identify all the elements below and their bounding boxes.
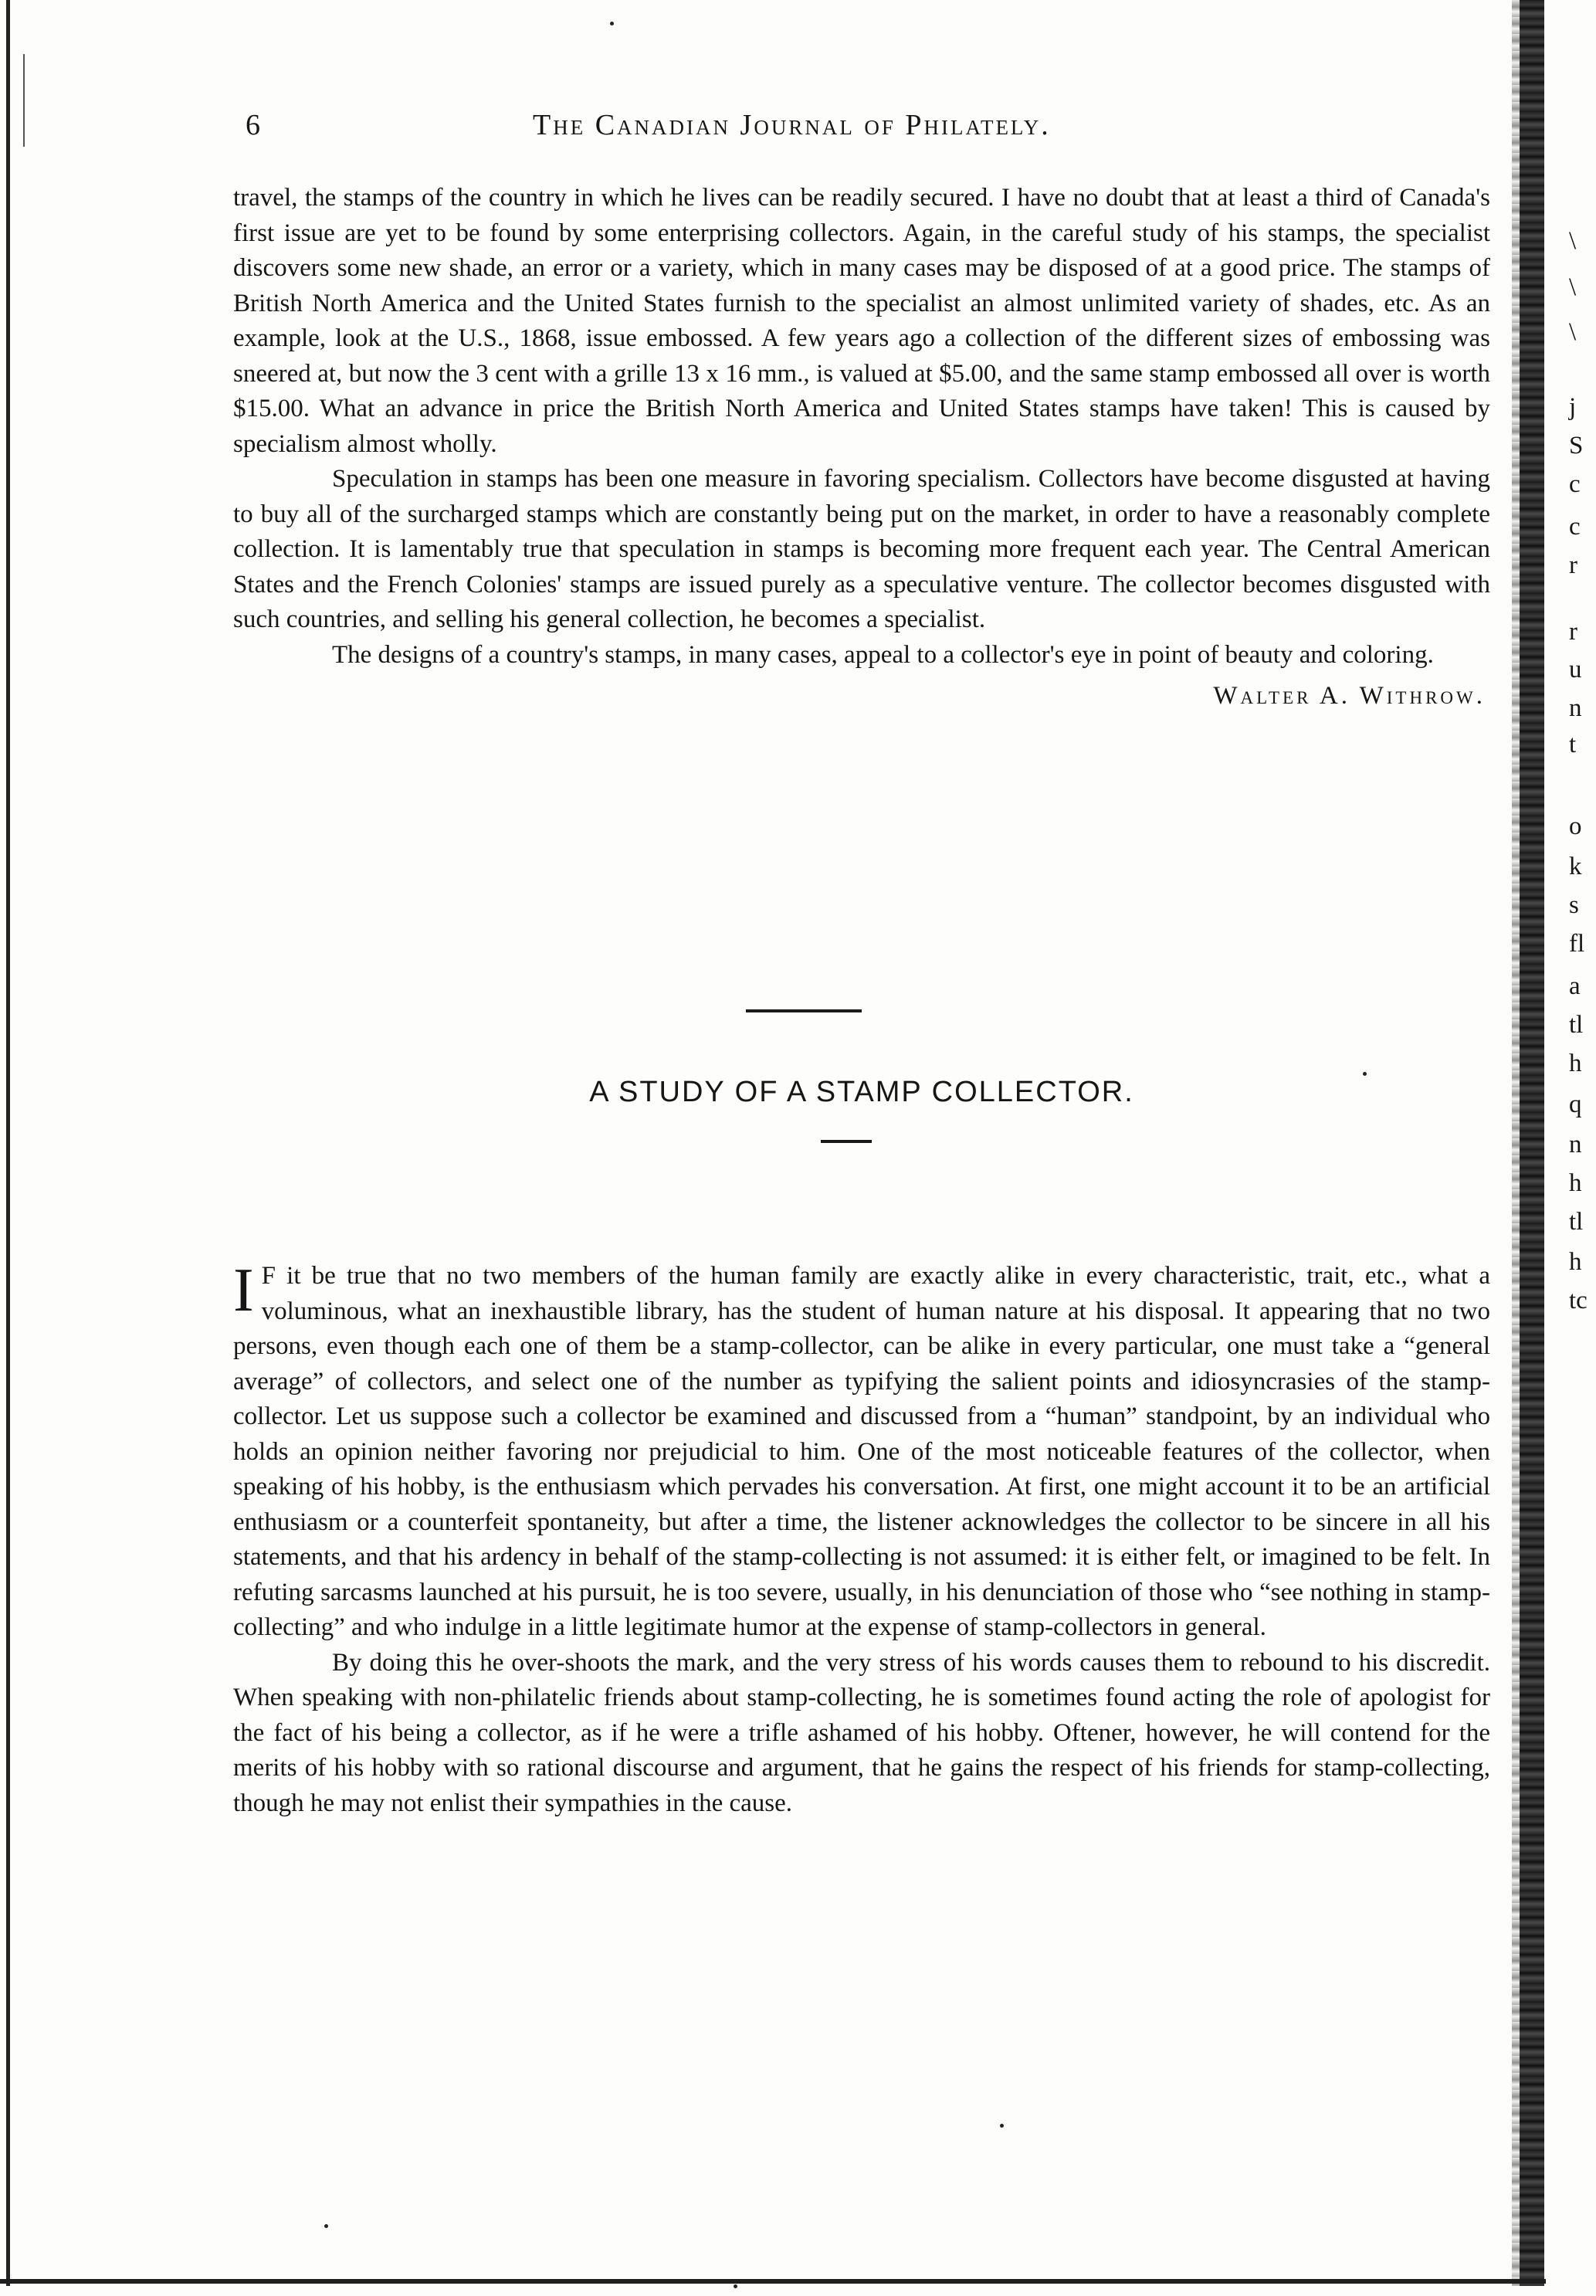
- title-underline: [821, 1140, 872, 1143]
- paragraph: [233, 1259, 1490, 1646]
- margin-fragment: tl: [1569, 1011, 1584, 1039]
- margin-fragment: q: [1569, 1090, 1582, 1118]
- article-body: [233, 1259, 1490, 1821]
- article-continuation: [233, 181, 1490, 714]
- bottom-edge-rule: [0, 2279, 1546, 2284]
- margin-fragment: h: [1569, 1248, 1582, 1276]
- drop-cap: I: [233, 1257, 254, 1324]
- left-margin-mark: [23, 54, 25, 147]
- running-title: The Canadian Journal of Philately.: [533, 109, 1051, 141]
- scan-speck: [610, 22, 614, 25]
- margin-fragment: s: [1569, 891, 1579, 919]
- scan-speck: [1000, 2124, 1004, 2128]
- margin-fragment: S: [1569, 432, 1584, 460]
- binding-edge: [1512, 0, 1520, 2286]
- margin-fragment: t: [1569, 731, 1577, 758]
- paragraph: travel, the stamps of the country in which he lives can be readily secured. I have no doubt that at least a third of Canada's first issue are yet to be found by some enterprising collectors. Again, in the careful study of his stamps, the specialist discovers some new shade, an error or a variety, which in many cases may be disposed of at a good price. The stamps of British North America and the United States furnish to the specialist an almost unlimited variety of shades, etc. As an example, look at the U.S., 1868, issue embossed. A few years ago a collection of the different sizes of embossing was sneered at, but now the 3 cent with a grille 13 x 16 mm., is valued at $5.00, and the same stamp embossed all over is worth $15.00. What an advance in price the British North America and United States stamps have taken! This is caused by specialism almost wholly.: [233, 184, 1490, 458]
- margin-fragment: \: [1569, 227, 1577, 255]
- section-divider: [746, 1009, 862, 1012]
- margin-fragment: h: [1569, 1169, 1582, 1197]
- margin-fragment: r: [1569, 551, 1577, 579]
- paragraph: The designs of a country's stamps, in many cases, appeal to a collector's eye in point of beauty and coloring.: [332, 640, 1434, 669]
- scan-speck: [734, 2284, 737, 2288]
- paragraph: By doing this he over-shoots the mark, and the very stress of his words causes them to rebound to his discredit. When speaking with non-philatelic friends about stamp-collecting, he is sometimes found acting the role of apologist for the fact of his being a collector, as if he were a trifle ashamed of his hobby. Oftener, however, he will contend for the merits of his hobby with so rational discourse and argument, that he gains the respect of his friends for stamp-collecting, though he may not enlist their sympathies in the cause.: [233, 1648, 1490, 1817]
- margin-fragment: n: [1569, 694, 1582, 722]
- page-number: 6: [246, 109, 260, 141]
- margin-fragment: n: [1569, 1131, 1582, 1158]
- margin-fragment: \: [1569, 318, 1577, 346]
- margin-fragment: h: [1569, 1050, 1582, 1077]
- margin-fragment: k: [1569, 853, 1582, 880]
- margin-fragment: u: [1569, 656, 1582, 683]
- margin-fragment: tl: [1569, 1208, 1584, 1236]
- binding-strip: [1520, 0, 1544, 2286]
- margin-fragment: a: [1569, 972, 1581, 1000]
- margin-fragment: o: [1569, 812, 1582, 840]
- author-signature: Walter A. Withrow.: [1213, 682, 1486, 710]
- article-title: A STUDY OF A STAMP COLLECTOR.: [589, 1076, 1134, 1108]
- paragraph-text: F it be true that no two members of the human family are exactly alike in every characteristic, trait, etc., what a voluminous, what an inexhaustible library, has the student of human nature at his disposal. It appearing that no two persons, even though each one of them be a stamp-collector, can be alike in every particular, one must take a “general average” of collectors, and select one of the number as typifying the salient points and idiosyncrasies of the stamp-collector. Let us suppose such a collector be examined and discussed from a “human” standpoint, by an individual who holds an opinion neither favoring nor prejudicial to him. One of the most noticeable features of the collector, when speaking of his hobby, is the enthusiasm which pervades his conversation. At first, one might account it to be an artificial enthusiasm or a counterfeit spontaneity, but after a time, the listener acknowledges the collector to be sincere in all his statements, and that his ardency in behalf of the stamp-collecting is not assumed: it is either felt, or imagined to be felt. In refuting sarcasms launched at his pursuit, he is too severe, usually, in his denunciation of those who “see nothing in stamp-collecting” and who indulge in a little legitimate humor at the expense of stamp-collectors in general.: [233, 1262, 1490, 1641]
- margin-fragment: fl: [1569, 930, 1585, 958]
- margin-fragment: \: [1569, 273, 1577, 301]
- margin-fragment: r: [1569, 618, 1577, 646]
- left-margin-rule: [6, 0, 10, 2286]
- paragraph: Speculation in stamps has been one measure in favoring specialism. Collectors have become disgusted at having to buy all of the surcharged stamps which are constantly being put on the market, in order to have a reasonably complete collection. It is lamentably true that speculation in stamps is becoming more frequent each year. The Central American States and the French Colonies' stamps are issued purely as a speculative venture. The collector becomes disgusted with such countries, and selling his general collection, he becomes a specialist.: [233, 465, 1490, 633]
- margin-fragment: c: [1569, 513, 1581, 541]
- margin-fragment: c: [1569, 470, 1581, 498]
- scan-speck: [324, 2224, 328, 2228]
- margin-fragment: j: [1569, 393, 1577, 421]
- margin-fragment: tc: [1569, 1287, 1588, 1314]
